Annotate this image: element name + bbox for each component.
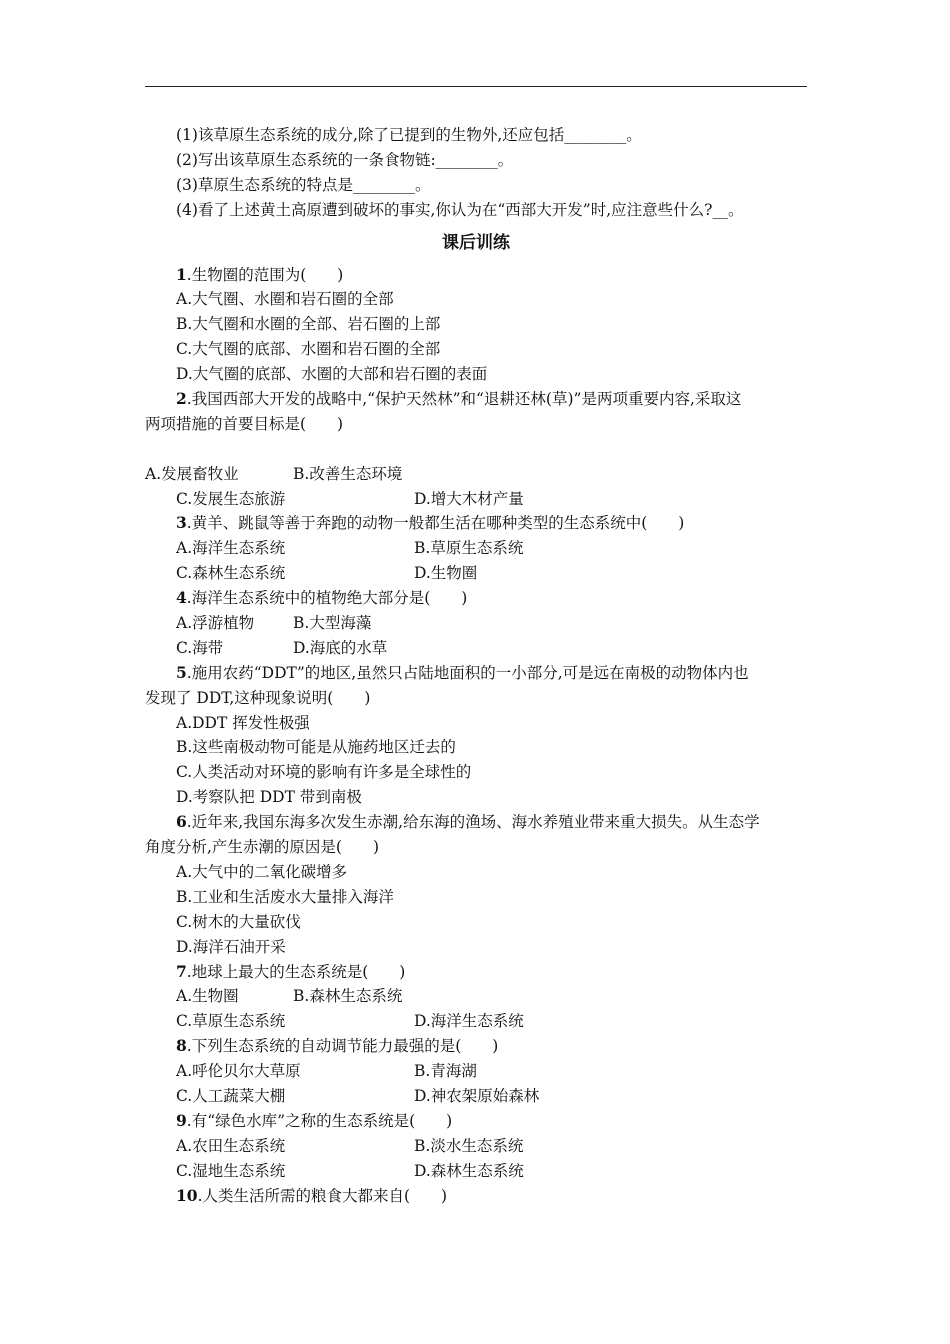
document-page — [145, 0, 807, 1344]
question-7-options-row-2 — [145, 1009, 807, 1034]
question-number: 2 — [176, 389, 187, 409]
question-5-stem — [145, 661, 807, 686]
question-2-option-a: A.发展畜牧业 — [145, 464, 239, 483]
question-text: .近年来,我国东海多次发生赤潮,给东海的渔场、海水养殖业带来重大损失。从生态学 — [186, 813, 760, 832]
question-text: .地球上最大的生态系统是( ) — [186, 962, 406, 981]
question-9-options-row-2 — [145, 1159, 807, 1184]
question-5-option-d: D.考察队把 DDT 带到南极 — [176, 788, 362, 807]
question-3-options-row-2 — [145, 561, 807, 586]
question-4-options-row-1 — [145, 611, 807, 636]
question-6-option-c: C.树木的大量砍伐 — [176, 912, 301, 931]
question-9-option-b: B.淡水生态系统 — [414, 1136, 524, 1155]
question-number: 1 — [176, 264, 187, 284]
question-8-option-a: A.呼伦贝尔大草原 — [176, 1062, 301, 1081]
question-5-option-b: B.这些南极动物可能是从施药地区迁去的 — [176, 738, 456, 757]
question-4-option-d: D.海底的水草 — [293, 638, 388, 657]
question-1-option-d: D.大气圈的底部、水圈的大部和岩石圈的表面 — [176, 365, 488, 384]
intro-item-2: (2)写出该草原生态系统的一条食物链:________。 — [176, 150, 514, 169]
question-text: .有“绿色水库”之称的生态系统是( ) — [186, 1111, 453, 1130]
question-5-option-c: C.人类活动对环境的影响有许多是全球性的 — [176, 763, 472, 782]
header-rule — [145, 86, 807, 87]
question-2-stem-continued: 两项措施的首要目标是( ) — [145, 414, 344, 433]
question-8-stem — [145, 1034, 807, 1059]
question-8-option-b: B.青海湖 — [414, 1062, 477, 1081]
question-2-stem — [145, 387, 807, 412]
question-9-option-a: A.农田生态系统 — [176, 1136, 286, 1155]
question-8-options-row-2 — [145, 1084, 807, 1109]
question-3-options-row-1 — [145, 536, 807, 561]
question-7-option-b: B.森林生态系统 — [293, 987, 403, 1006]
question-text: .我国西部大开发的战略中,“保护天然林”和“退耕还林(草)”是两项重要内容,采取这 — [186, 390, 742, 409]
question-4-option-b: B.大型海藻 — [293, 614, 372, 633]
question-7-options-row-1 — [145, 984, 807, 1009]
question-4-option-c: C.海带 — [176, 638, 224, 657]
question-7-option-c: C.草原生态系统 — [176, 1012, 286, 1031]
question-9-stem — [145, 1109, 807, 1134]
question-3-option-a: A.海洋生态系统 — [176, 539, 286, 558]
question-text: .下列生态系统的自动调节能力最强的是( ) — [186, 1037, 499, 1056]
question-number: 6 — [176, 812, 187, 832]
question-number: 4 — [176, 588, 187, 608]
question-3-option-c: C.森林生态系统 — [176, 564, 286, 583]
question-4-stem — [145, 586, 807, 611]
question-1-option-b: B.大气圈和水圈的全部、岩石圈的上部 — [176, 315, 441, 334]
question-2-option-c: C.发展生态旅游 — [176, 489, 286, 508]
question-2-options-row-2 — [145, 487, 807, 512]
question-6-option-b: B.工业和生活废水大量排入海洋 — [176, 887, 394, 906]
question-2-option-b: B.改善生态环境 — [293, 464, 403, 483]
question-text: .黄羊、跳鼠等善于奔跑的动物一般都生活在哪种类型的生态系统中( ) — [186, 514, 685, 533]
question-8-option-c: C.人工蔬菜大棚 — [176, 1086, 286, 1105]
question-number: 5 — [176, 662, 187, 682]
document-content — [145, 123, 807, 1208]
question-3-stem — [145, 511, 807, 536]
question-number: 8 — [176, 1036, 187, 1056]
question-4-options-row-2 — [145, 636, 807, 661]
question-number: 9 — [176, 1110, 187, 1130]
question-5-stem-continued: 发现了 DDT,这种现象说明( ) — [145, 688, 371, 707]
question-2-option-d: D.增大木材产量 — [414, 489, 524, 508]
question-9-option-d: D.森林生态系统 — [414, 1161, 524, 1180]
question-9-options-row-1 — [145, 1134, 807, 1159]
question-1-stem — [145, 263, 807, 288]
blank-gap — [145, 437, 807, 462]
question-1-option-c: C.大气圈的底部、水圈和岩石圈的全部 — [176, 340, 441, 359]
intro-item-4: (4)看了上述黄土高原遭到破坏的事实,你认为在“西部大开发”时,应注意些什么?__。 — [176, 200, 744, 219]
question-2-options-row-1 — [145, 462, 807, 487]
question-6-option-d: D.海洋石油开采 — [176, 937, 286, 956]
question-8-option-d: D.神农架原始森林 — [414, 1086, 540, 1105]
question-number: 3 — [176, 513, 187, 533]
intro-item-1: (1)该草原生态系统的成分,除了已提到的生物外,还应包括________。 — [176, 126, 642, 144]
question-8-options-row-1 — [145, 1059, 807, 1084]
question-3-option-b: B.草原生态系统 — [414, 539, 524, 558]
section-title: 课后训练 — [442, 232, 510, 253]
question-7-option-d: D.海洋生态系统 — [414, 1012, 524, 1031]
question-7-stem — [145, 960, 807, 985]
question-5-option-a: A.DDT 挥发性极强 — [176, 713, 310, 732]
question-text: .施用农药“DDT”的地区,虽然只占陆地面积的一小部分,可是远在南极的动物体内也 — [186, 663, 749, 682]
question-text: .海洋生态系统中的植物绝大部分是( ) — [186, 589, 468, 608]
question-number: 10 — [176, 1185, 198, 1205]
question-text: .人类生活所需的粮食大都来自( ) — [197, 1186, 448, 1205]
question-6-stem — [145, 810, 807, 835]
question-6-stem-continued: 角度分析,产生赤潮的原因是( ) — [145, 838, 380, 857]
question-number: 7 — [176, 961, 187, 981]
intro-item-3: (3)草原生态系统的特点是________。 — [176, 175, 431, 194]
question-10-stem — [145, 1184, 807, 1209]
question-1-option-a: A.大气圈、水圈和岩石圈的全部 — [176, 290, 394, 309]
question-9-option-c: C.湿地生态系统 — [176, 1161, 286, 1180]
question-3-option-d: D.生物圈 — [414, 564, 478, 583]
question-4-option-a: A.浮游植物 — [176, 614, 255, 633]
question-text: .生物圈的范围为( ) — [186, 265, 344, 284]
question-6-option-a: A.大气中的二氧化碳增多 — [176, 862, 348, 881]
question-7-option-a: A.生物圈 — [176, 987, 239, 1006]
